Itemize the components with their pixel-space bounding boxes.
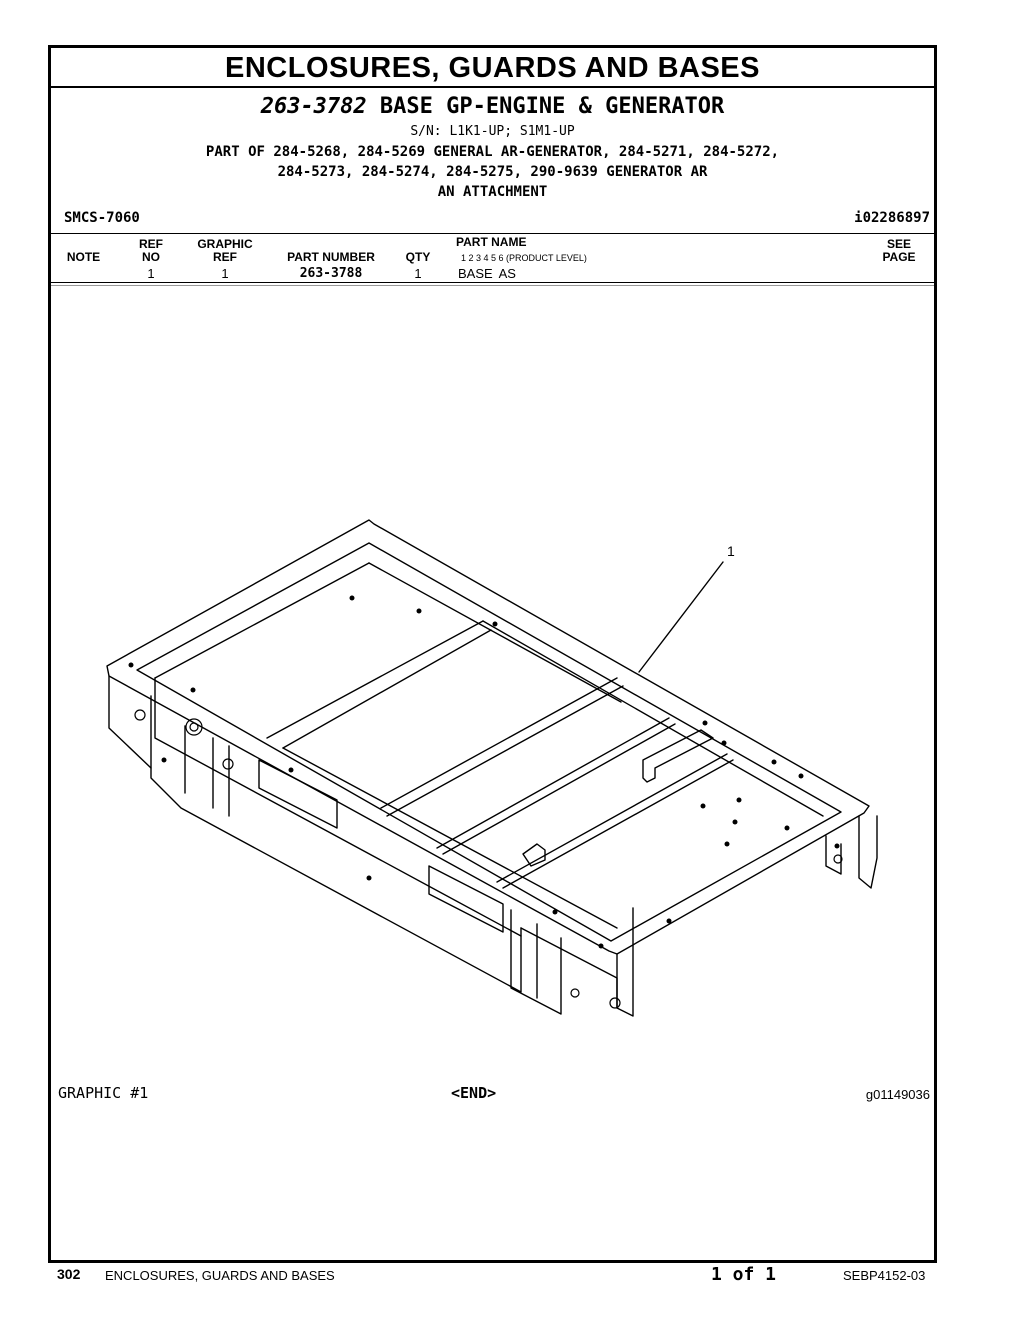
callout-1: 1 bbox=[727, 543, 735, 559]
col-ref-top: REF bbox=[139, 237, 163, 251]
col-see-top: SEE bbox=[886, 237, 911, 251]
col-part-name: PART NAME bbox=[456, 235, 527, 249]
group-name: BASE GP-ENGINE & GENERATOR bbox=[379, 94, 725, 119]
serial-numbers: S/N: L1K1-UP; S1M1-UP bbox=[410, 124, 575, 139]
page-frame bbox=[48, 45, 937, 1263]
page-of-count: 1 of 1 bbox=[711, 1264, 777, 1285]
col-note: NOTE bbox=[66, 250, 101, 264]
frame-outline bbox=[107, 520, 869, 954]
col-product-level: 1 2 3 4 5 6 (PRODUCT LEVEL) bbox=[461, 253, 587, 263]
footer-section-title: ENCLOSURES, GUARDS AND BASES bbox=[105, 1268, 335, 1283]
group-number: 263-3782 bbox=[260, 94, 367, 119]
leader-line bbox=[639, 562, 723, 672]
end-marker: <END> bbox=[451, 1084, 497, 1102]
part-of-line-2: 284-5273, 284-5274, 284-5275, 290-9639 GENERATOR AR bbox=[277, 164, 708, 180]
graphic-label: GRAPHIC #1 bbox=[58, 1084, 149, 1102]
row-1-qty: 1 bbox=[414, 266, 422, 281]
smcs-code: SMCS-7060 bbox=[64, 210, 140, 226]
document-number: SEBP4152-03 bbox=[843, 1268, 926, 1283]
part-of-line-1: PART OF 284-5268, 284-5269 GENERAL AR-GENERATOR, 284-5271, 284-5272, bbox=[205, 144, 780, 160]
base-assembly-illustration bbox=[51, 48, 934, 1260]
page-number: 302 bbox=[57, 1266, 81, 1282]
row-1-part-name: BASE AS bbox=[458, 266, 516, 281]
col-see-bottom: PAGE bbox=[882, 250, 916, 264]
col-qty: QTY bbox=[405, 250, 431, 264]
col-ref-bottom: NO bbox=[142, 250, 160, 264]
graphic-id: g01149036 bbox=[865, 1087, 930, 1102]
col-graphic-top: GRAPHIC bbox=[197, 237, 253, 251]
row-1-graphic-ref: 1 bbox=[221, 266, 229, 281]
document-identifier: i02286897 bbox=[854, 210, 930, 226]
col-part-number: PART NUMBER bbox=[287, 250, 375, 264]
col-graphic-bottom: REF bbox=[213, 250, 237, 264]
section-title: ENCLOSURES, GUARDS AND BASES bbox=[225, 52, 760, 84]
part-of-line-3: AN ATTACHMENT bbox=[437, 184, 548, 200]
row-1-ref-no: 1 bbox=[147, 266, 155, 281]
row-1-part-number: 263-3788 bbox=[299, 266, 363, 281]
